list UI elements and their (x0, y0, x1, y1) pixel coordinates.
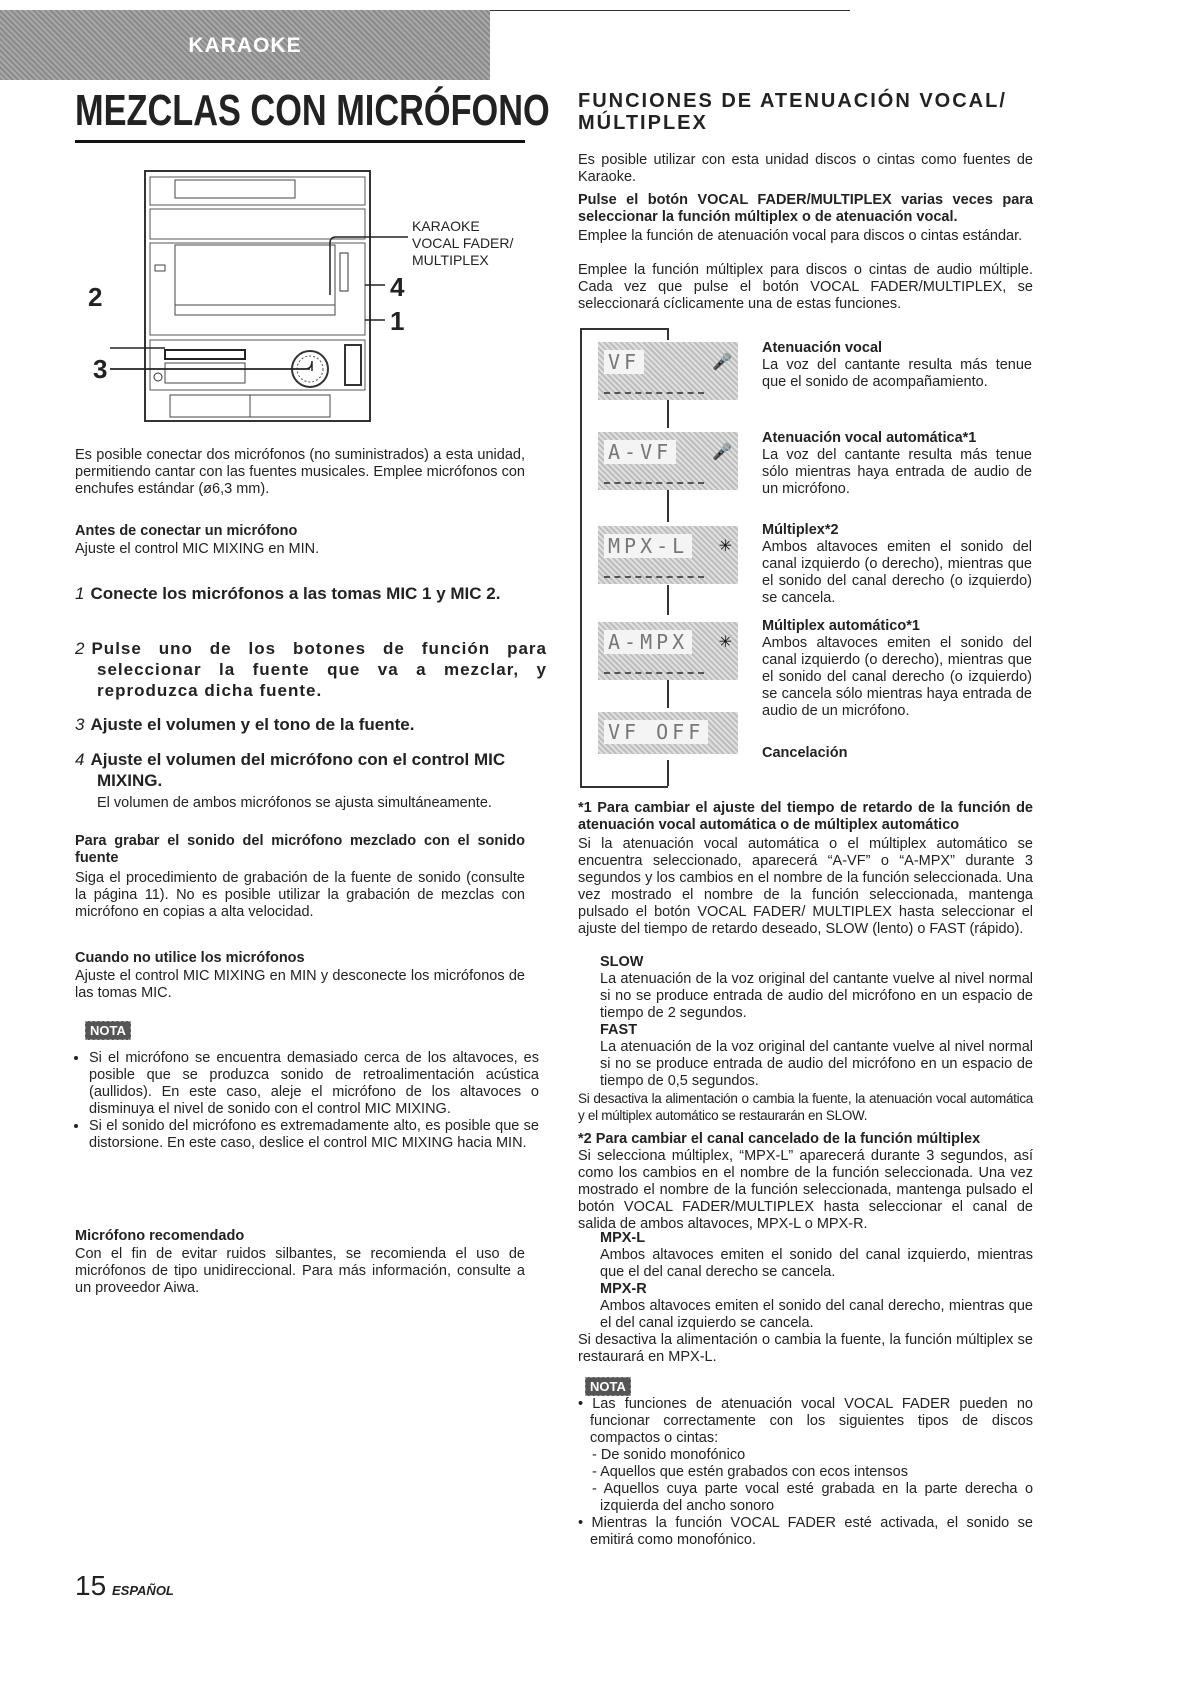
arrow-icon (667, 490, 669, 522)
footnote-1-after: Si desactiva la alimentación o cambia la fuente, la atenuación vocal automática y el múltiplex automático se restaurarán en SLOW. (578, 1091, 1033, 1123)
footnote-1-text: Si la atenuación vocal automática o el múltiplex automático se encuentra seleccionado, aparecerá “A-VF” o “A-MPX” durante 3 segundos y los cambios en el nombre de la función seleccionada. Una vez mostrado el nombre de la función seleccionada, mantenga pulsado el botón VOCAL FADER/ MULTIPLEX hasta seleccionar el ajuste del tiempo de retardo deseado, SLOW (lento) o FAST (rápido). (578, 836, 1033, 937)
step-text: Ajuste el volumen y el tono de la fuente. (90, 715, 415, 734)
mode-off-title: Cancelación (762, 745, 848, 761)
step-number: 2 (75, 639, 86, 658)
loop-line (580, 328, 668, 330)
step-text: Pulse uno de los botones de función para seleccionar la fuente que va a mezclar, y reproduzca dicha fuente. (91, 639, 547, 700)
press-text-1: Emplee la función de atenuación vocal para discos o cintas estándar. (578, 228, 1023, 244)
mode-text: Ambos altavoces emiten el sonido del canal izquierdo (o derecho), mientras que el sonido del canal derecho (o izquierdo) se cancela sólo mientras haya entrada de audio de un micrófono. (762, 635, 1032, 719)
step-number: 4 (75, 750, 85, 769)
label-line: MULTIPLEX (412, 252, 489, 268)
mode-a-vf (762, 430, 1032, 498)
rec-text: Con el fin de evitar ruidos silbantes, se recomienda el uso de micrófonos de tipo unidireccional. Para más información, consulte a un proveedor Aiwa. (75, 1246, 525, 1296)
microphone-icon: 🎤 (712, 444, 732, 461)
callout-2: 2 (88, 282, 103, 312)
nota-item: • Si el sonido del micrófono es extremadamente alto, es posible que se distorsione. En este caso, deslice el control MIC MIXING hacia MIN. (89, 1118, 539, 1152)
page-number: 15 (75, 1570, 107, 1601)
mode-text: Ambos altavoces emiten el sonido del canal izquierdo (o derecho), mientras que el sonido del canal derecho (o izquierdo) se cancela. (762, 539, 1032, 606)
arrow-icon (667, 760, 669, 786)
mpx-l-text: Ambos altavoces emiten el sonido del canal izquierdo, mientras que el del canal derecho se cancela. (600, 1247, 1033, 1280)
before-heading: Antes de conectar un micrófono (75, 523, 298, 539)
blinking-microphone-icon: ✳ (718, 538, 732, 555)
step-3 (75, 714, 547, 735)
mode-title: Atenuación vocal automática*1 (762, 430, 977, 446)
diagram-label (412, 218, 513, 269)
display-text: MPX-L (604, 534, 692, 558)
step-number: 3 (75, 715, 85, 734)
step-1 (75, 583, 547, 604)
footnote-1-heading: *1 Para cambiar el ajuste del tiempo de retardo de la función de atenuación vocal automática o de múltiplex automático (578, 800, 1033, 833)
slow-label: SLOW (600, 954, 644, 970)
step-text: Conecte los micrófonos a las tomas MIC 1 y MIC 2. (90, 584, 501, 603)
step-number: 1 (75, 584, 85, 603)
mode-a-mpx (762, 618, 1032, 720)
page-title: MEZCLAS CON MICRÓFONO (75, 86, 550, 135)
label-line: KARAOKE (412, 218, 480, 234)
loop-line (580, 328, 582, 788)
mode-title: Atenuación vocal (762, 340, 883, 356)
mode-title: Múltiplex automático*1 (762, 618, 920, 634)
lcd-display (598, 712, 738, 754)
callout-3: 3 (93, 354, 108, 384)
section-band (0, 10, 490, 80)
slow-text: La atenuación de la voz original del cantante vuelve al nivel normal si no se produce entrada de audio del micrófono en un espacio de tiempo de 2 segundos. (600, 971, 1033, 1021)
footnote-2-text: Si selecciona múltiplex, “MPX-L” aparecerá durante 3 segundos, así como los cambios en el nombre de la función seleccionada. Una vez mostrado el nombre de la función seleccionada, mantenga pulsado el botón VOCAL FADER/MULTIPLEX hasta seleccionar el canal de salida de ambos altavoces, MPX-L o MPX-R. (578, 1148, 1033, 1232)
nota-item: • Mientras la función VOCAL FADER esté activada, el sonido se emitirá como monofónico. (578, 1515, 1033, 1548)
press-heading: Pulse el botón VOCAL FADER/MULTIPLEX varias veces para seleccionar la función múltiplex o de atenuación vocal. (578, 192, 1033, 225)
callout-4: 4 (390, 272, 405, 302)
arrow-icon (667, 680, 669, 708)
rec-heading: Micrófono recomendado (75, 1228, 245, 1244)
mpx-r-label: MPX-R (600, 1281, 647, 1297)
right-nota (578, 1396, 1033, 1549)
mode-mpx-l (762, 522, 1032, 607)
lcd-display (598, 342, 738, 400)
arrow-icon (667, 585, 669, 615)
loop-line (580, 786, 668, 788)
microphone-icon: 🎤 (712, 354, 732, 371)
record-heading: Para grabar el sonido del micrófono mezclado con el sonido fuente (75, 833, 525, 866)
display-text: A-MPX (604, 630, 692, 654)
mode-text: La voz del cantante resulta más tenue que el sonido de acompañamiento. (762, 357, 1032, 390)
fast-text: La atenuación de la voz original del cantante vuelve al nivel normal si no se produce entrada de audio del micrófono en un espacio de tiempo de 0,5 segundos. (600, 1039, 1033, 1089)
press-text-2: Emplee la función múltiplex para discos o cintas de audio múltiple. Cada vez que pulse el botón VOCAL FADER/MULTIPLEX, se seleccionará cíclicamente una de estas funciones. (578, 262, 1033, 312)
display-text: VF OFF (604, 720, 708, 744)
arrow-icon (667, 400, 669, 428)
nota-item: • Las funciones de atenuación vocal VOCAL FADER pueden no funcionar correctamente con los siguientes tipos de discos compactos o cintas: (578, 1396, 1033, 1446)
mode-title: Múltiplex*2 (762, 522, 839, 538)
lcd-display (598, 622, 738, 680)
label-line: VOCAL FADER/ (412, 235, 514, 251)
right-heading: FUNCIONES DE ATENUACIÓN VOCAL/ MÚLTIPLEX (578, 90, 1007, 134)
nota-item: • Si el micrófono se encuentra demasiado cerca de los altavoces, es posible que se produzca sonido de retroalimentación acústica (aullidos). En este caso, aleje el micrófono de los altavoces o disminuya el nivel de sonido con el control MIC MIXING. (89, 1050, 539, 1118)
intro-text: Es posible conectar dos micrófonos (no suministrados) a esta unidad, permitiendo cantar con las fuentes musicales. Emplee micrófonos con enchufes estándar (ø6,3 mm). (75, 447, 525, 497)
mpx-r-text: Ambos altavoces emiten el sonido del canal derecho, mientras que el del canal izquierdo se cancela. (600, 1298, 1033, 1331)
mode-vf (762, 340, 1032, 391)
step-2 (75, 638, 547, 701)
stereo-system-diagram (80, 165, 540, 435)
before-text: Ajuste el control MIC MIXING en MIN. (75, 541, 320, 557)
section-label: KARAOKE (188, 34, 302, 57)
arrow-icon (667, 328, 669, 340)
blinking-microphone-icon: ✳ (718, 634, 732, 651)
nota-text: Aquellos que estén grabados con ecos intensos (600, 1464, 908, 1480)
mode-text: La voz del cantante resulta más tenue sólo mientras haya entrada de audio de un micrófono. (762, 447, 1032, 497)
title-underline (75, 140, 525, 143)
divider (490, 10, 850, 11)
step-text: Ajuste el volumen del micrófono con el control MIC MIXING. (90, 750, 506, 790)
lcd-display (598, 432, 738, 490)
footnote-2-heading: *2 Para cambiar el canal cancelado de la función múltiplex (578, 1131, 981, 1147)
nota-dash-item: - Aquellos cuya parte vocal esté grabada en la parte derecha o izquierda del ancho sonoro (592, 1481, 1034, 1514)
display-text: VF (604, 350, 644, 374)
step-4-note: El volumen de ambos micrófonos se ajusta simultáneamente. (97, 795, 492, 811)
lcd-display (598, 526, 738, 584)
callout-1: 1 (390, 306, 405, 336)
nota-text: Aquellos cuya parte vocal esté grabada en la parte derecha o izquierda del ancho sonoro (600, 1481, 1034, 1514)
fast-label: FAST (600, 1022, 638, 1038)
step-4 (75, 749, 547, 791)
unused-text: Ajuste el control MIC MIXING en MIN y desconecte los micrófonos de las tomas MIC. (75, 968, 525, 1001)
nota-text: Las funciones de atenuación vocal VOCAL FADER pueden no funcionar correctamente con los siguientes tipos de discos compactos o cintas: (590, 1396, 1033, 1446)
display-text: A-VF (604, 440, 676, 464)
nota-badge: NOTA (585, 1377, 631, 1396)
nota-text: Mientras la función VOCAL FADER esté activada, el sonido se emitirá como monofónico. (590, 1515, 1033, 1548)
nota-dash-item: - Aquellos que estén grabados con ecos intensos (592, 1464, 908, 1480)
record-text: Siga el procedimiento de grabación de la fuente de sonido (consulte la página 11). No es posible utilizar la grabación de mezclas con micrófono en copias a alta velocidad. (75, 870, 525, 920)
nota-list (75, 1050, 539, 1152)
language-label: ESPAÑOL (112, 1583, 174, 1598)
right-intro: Es posible utilizar con esta unidad discos o cintas como fuentes de Karaoke. (578, 152, 1033, 185)
mpx-l-label: MPX-L (600, 1230, 646, 1246)
nota-text: De sonido monofónico (600, 1447, 746, 1463)
footnote-2-after: Si desactiva la alimentación o cambia la fuente, la función múltiplex se restaurará en MPX-L. (578, 1332, 1033, 1365)
unused-heading: Cuando no utilice los micrófonos (75, 950, 305, 966)
nota-dash-item: - De sonido monofónico (592, 1447, 746, 1463)
nota-badge: NOTA (85, 1021, 131, 1040)
